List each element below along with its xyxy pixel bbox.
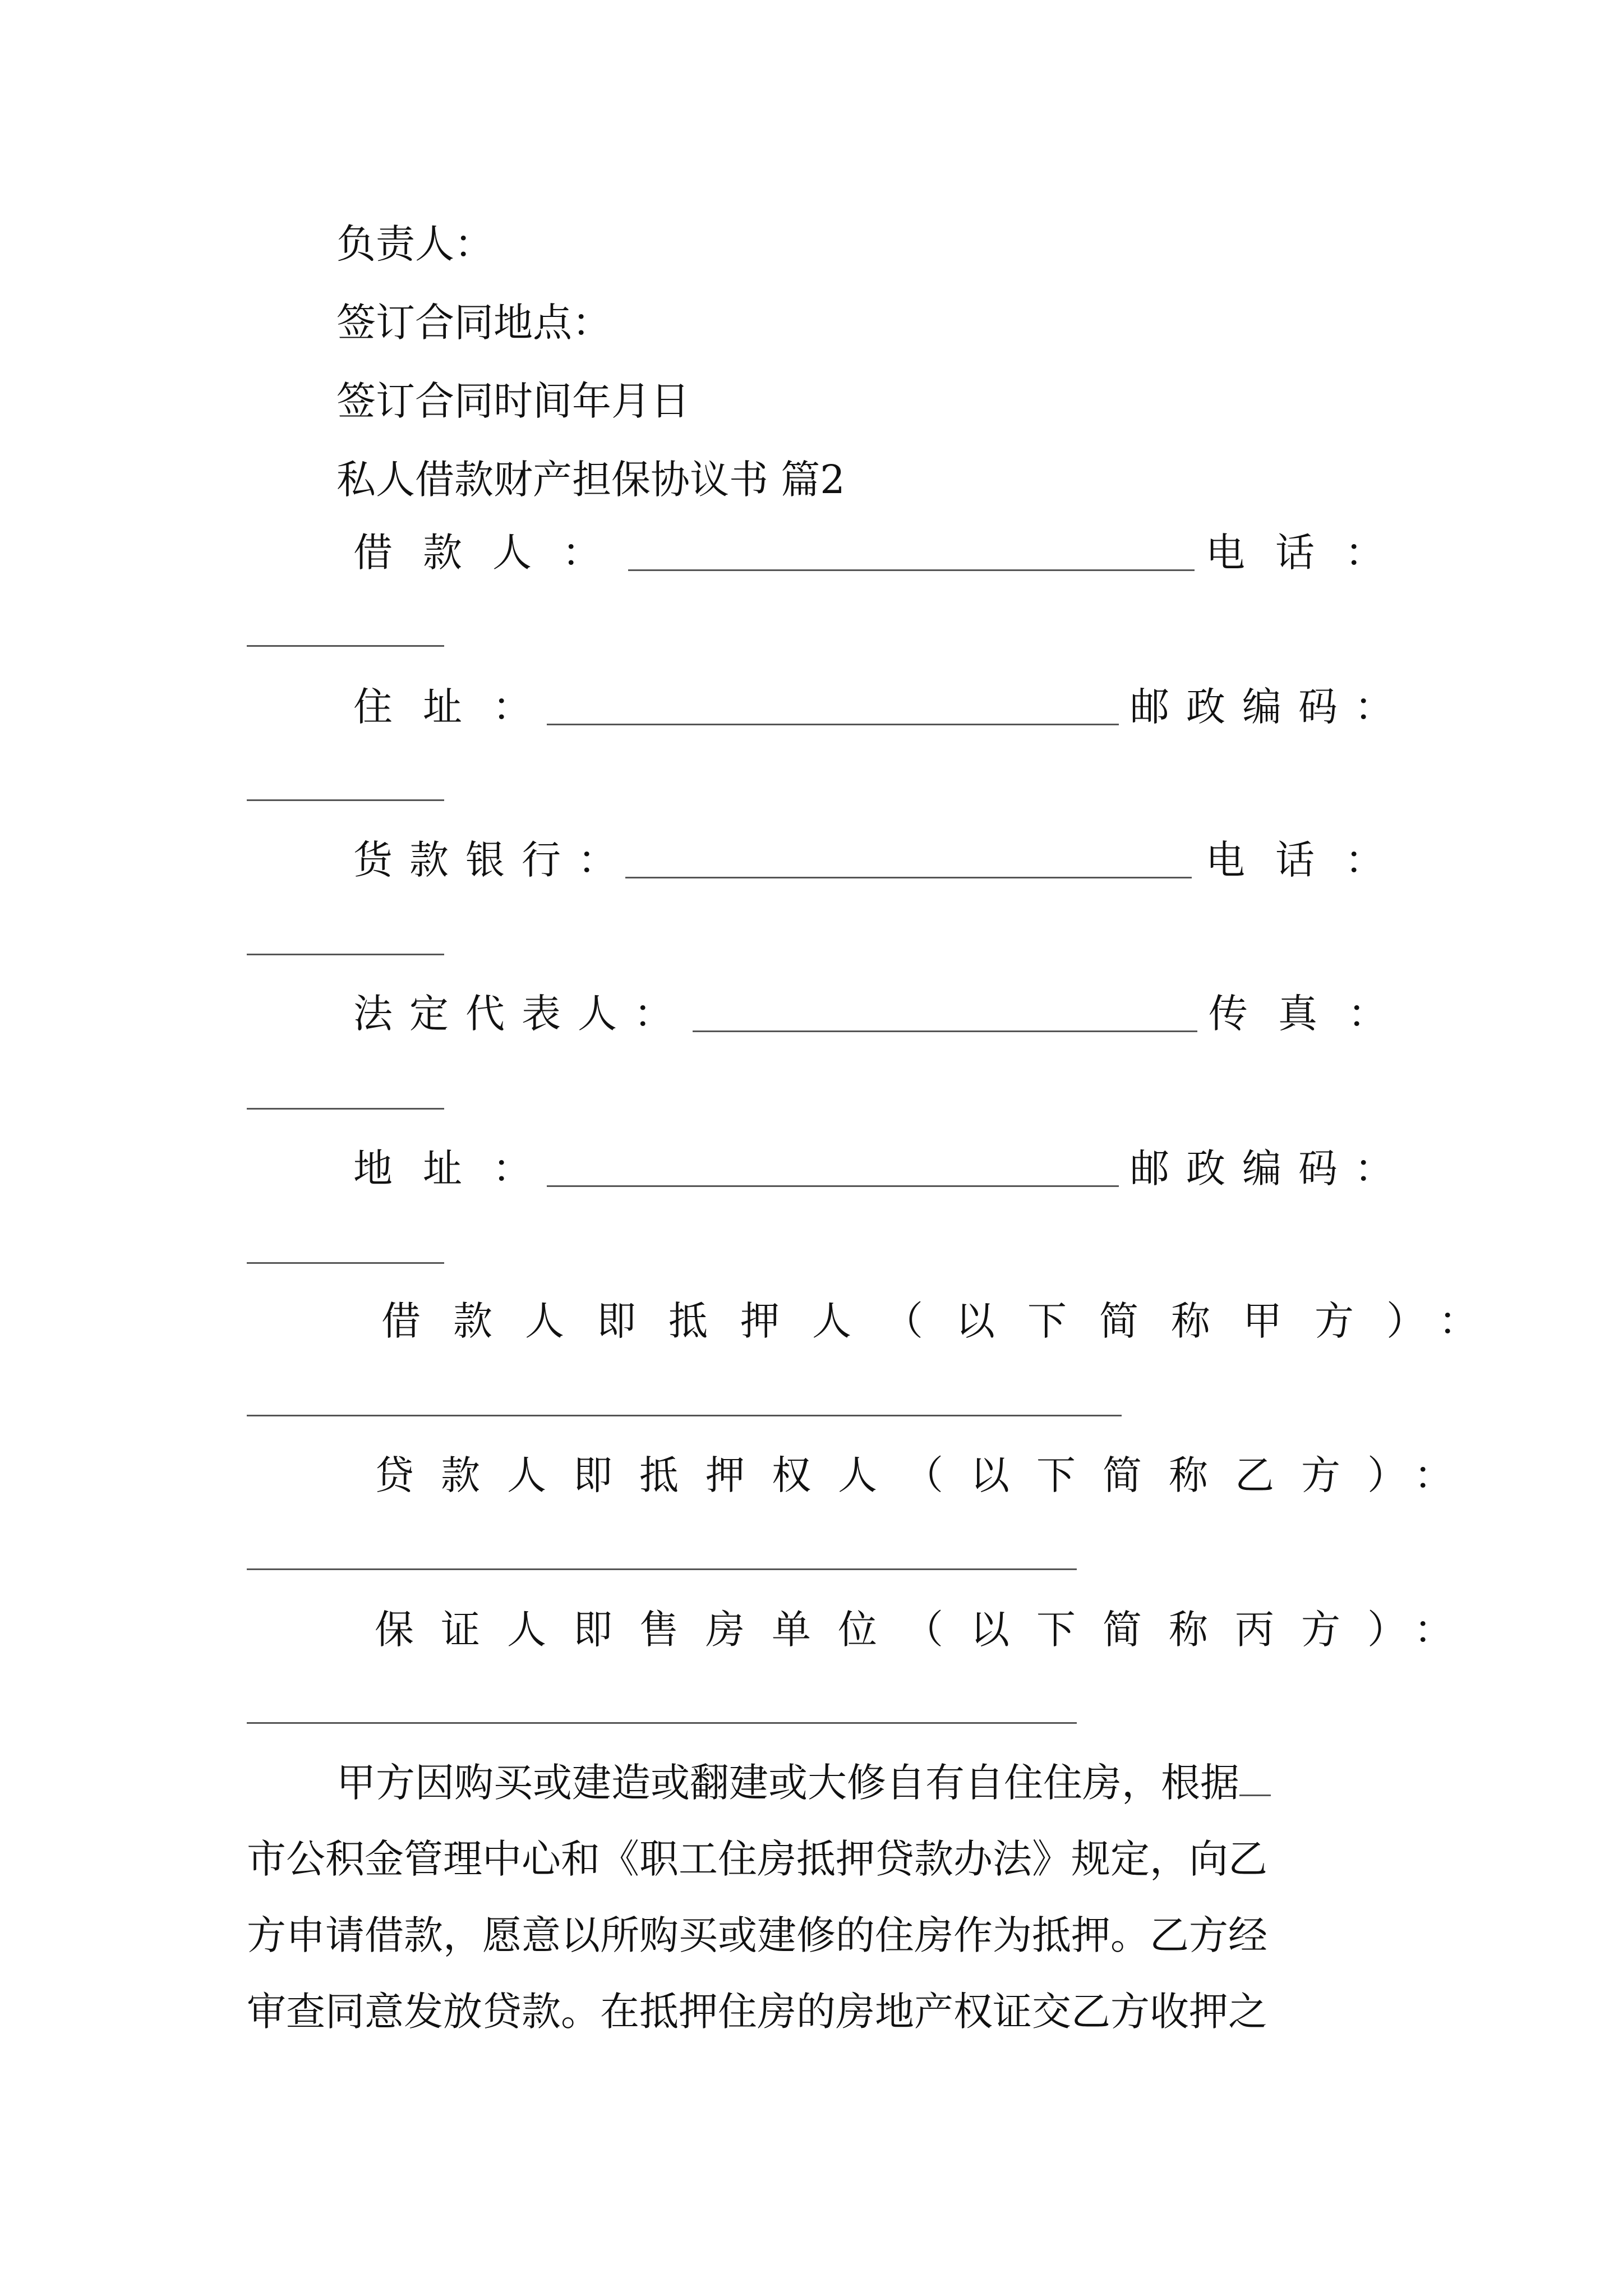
party-c-field[interactable] [247,1722,1077,1724]
company-address-field[interactable] [547,1185,1119,1187]
fax-label: 传真： [1209,991,1417,1037]
legal-rep-row [353,983,1417,1045]
borrower-row [353,522,1414,583]
party-a-label: 借款人即抵押人（以下简称甲方）： [381,1298,1510,1344]
bank-label: 货款银行： [353,837,634,883]
paragraph-line-4: 审查同意发放贷款。在抵押住房的房地产权证交乙方收押之 [247,1989,1267,2035]
address-label: 住址： [353,684,562,730]
paragraph-line-2: 市公积金管理中心和《职工住房抵押贷款办法》规定，向乙 [247,1836,1267,1882]
phone-label: 电话： [1206,530,1414,576]
bank-phone-field[interactable] [247,954,444,955]
bank-phone-label: 电话： [1206,837,1414,883]
legal-rep-field[interactable] [693,1030,1197,1032]
postcode-field[interactable] [247,799,444,801]
address-row [353,676,1410,738]
borrower-label: 借款人： [353,530,631,576]
paragraph-line-1 [336,1745,1271,1821]
bank-field[interactable] [625,877,1192,878]
paragraph-text-1: 甲方因购买或建造或翻建或大修自有自住住房，根据 [336,1760,1239,1806]
company-address-row [353,1138,1410,1199]
borrower-field[interactable] [628,569,1195,571]
party-a-field[interactable] [247,1415,1122,1416]
responsible-line: 负责人： [336,221,494,267]
company-address-label: 地址： [353,1145,562,1191]
legal-rep-label: 法定代表人： [353,991,690,1037]
postcode-label: 邮政编码： [1130,684,1410,730]
sign-time-line: 签订合同时间年月日 [336,378,690,424]
phone-field[interactable] [247,645,444,647]
paragraph-line-3: 方申请借款，愿意以所购买或建修的住房作为抵押。乙方经 [247,1912,1267,1958]
address-field[interactable] [547,724,1119,725]
sign-place-line: 签订合同地点： [336,300,611,346]
company-postcode-label: 邮政编码： [1130,1145,1410,1191]
party-b-label: 贷款人即抵押权人（以下简称乙方）： [375,1452,1480,1498]
company-postcode-field[interactable] [247,1262,444,1264]
party-b-field[interactable] [247,1568,1077,1570]
fax-field[interactable] [247,1108,444,1110]
party-c-label: 保证人即售房单位（以下简称丙方）： [375,1607,1480,1653]
bank-row [353,829,1414,891]
city-blank-field[interactable] [1239,1755,1271,1796]
section-title: 私人借款财产担保协议书 篇2 [336,457,845,503]
